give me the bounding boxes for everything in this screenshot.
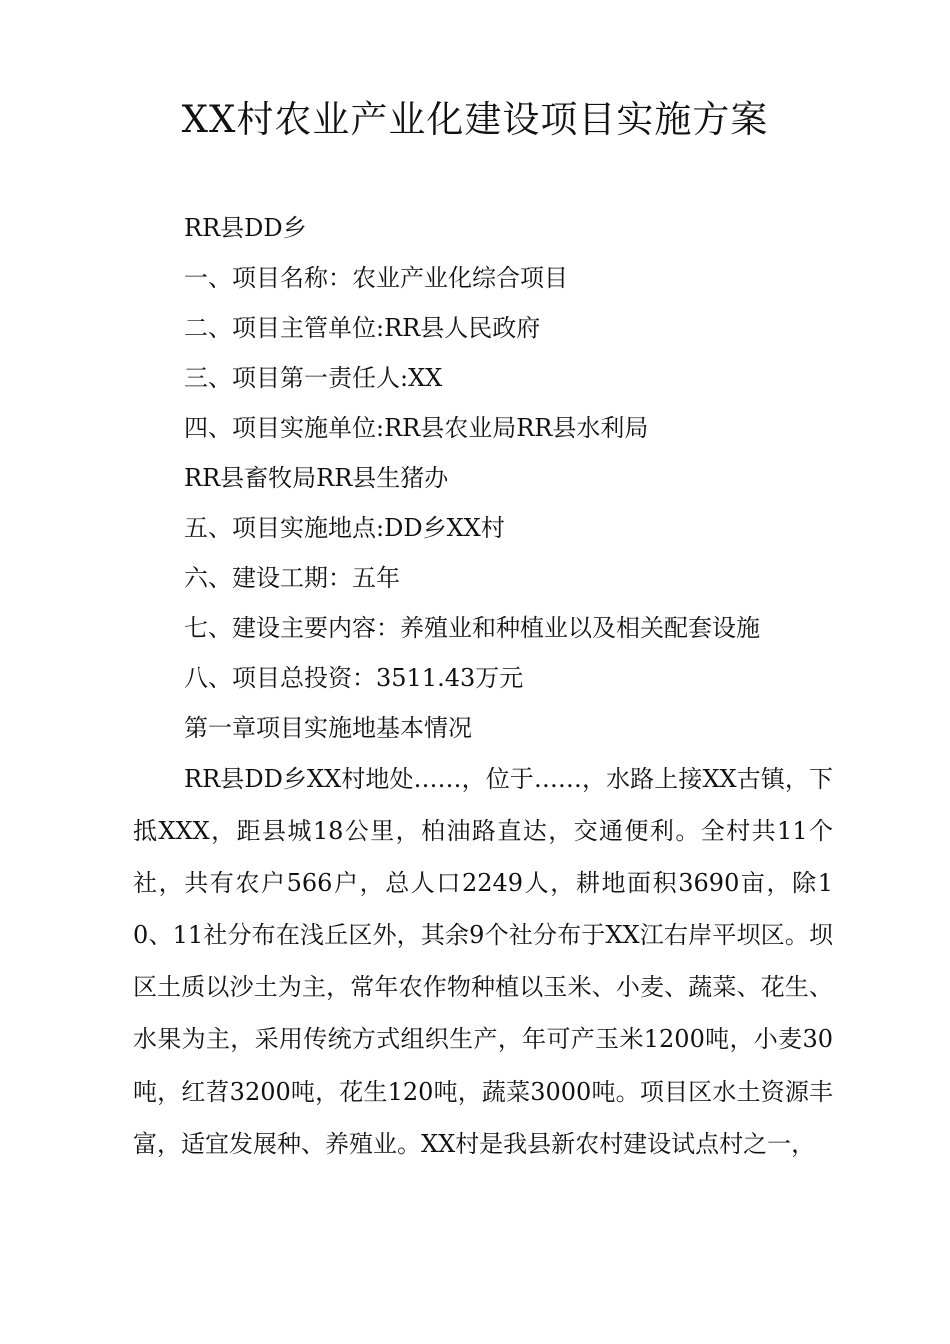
project-info-list (184, 203, 884, 753)
chapter-heading: 第一章项目实施地基本情况 (184, 714, 472, 742)
implementing-unit-line: 四、项目实施单位:RR县农业局RR县水利局 (184, 414, 649, 442)
implementing-unit-continued-line: RR县畜牧局RR县生猪办 (184, 464, 449, 492)
total-investment-line: 八、项目总投资：3511.43万元 (184, 664, 524, 692)
location-line: RR县DD乡 (184, 214, 307, 242)
construction-period-line: 六、建设工期：五年 (184, 564, 400, 592)
responsible-person-line: 三、项目第一责任人:XX (184, 364, 443, 392)
project-name-line: 一、项目名称：农业产业化综合项目 (184, 264, 568, 292)
body-paragraph: RR县DD乡XX村地处……，位于……，水路上接XX古镇，下抵XXX，距县城18公里，柏油路直达，交通便利。全村共11个社，共有农户566户，总人口2249人，耕地面积3690亩，除10、11社分布在浅丘区外，其余9个社分布于XX江右岸平坝区。坝区土质以沙土为主，常年农作物种植以玉米、小麦、蔬菜、花生、水果为主，采用传统方式组织生产，年可产玉米1200吨，小麦30吨，红苕3200吨，花生120吨，蔬菜3000吨。项目区水土资源丰富，适宜发展种、养殖业。XX村是我县新农村建设试点村之一， (133, 765, 833, 1158)
document-title: XX村农业产业化建设项目实施方案 (181, 98, 769, 141)
supervising-unit-line: 二、项目主管单位:RR县人民政府 (184, 314, 541, 342)
implementation-site-line: 五、项目实施地点:DD乡XX村 (184, 514, 505, 542)
construction-content-line: 七、建设主要内容：养殖业和种植业以及相关配套设施 (184, 614, 760, 642)
